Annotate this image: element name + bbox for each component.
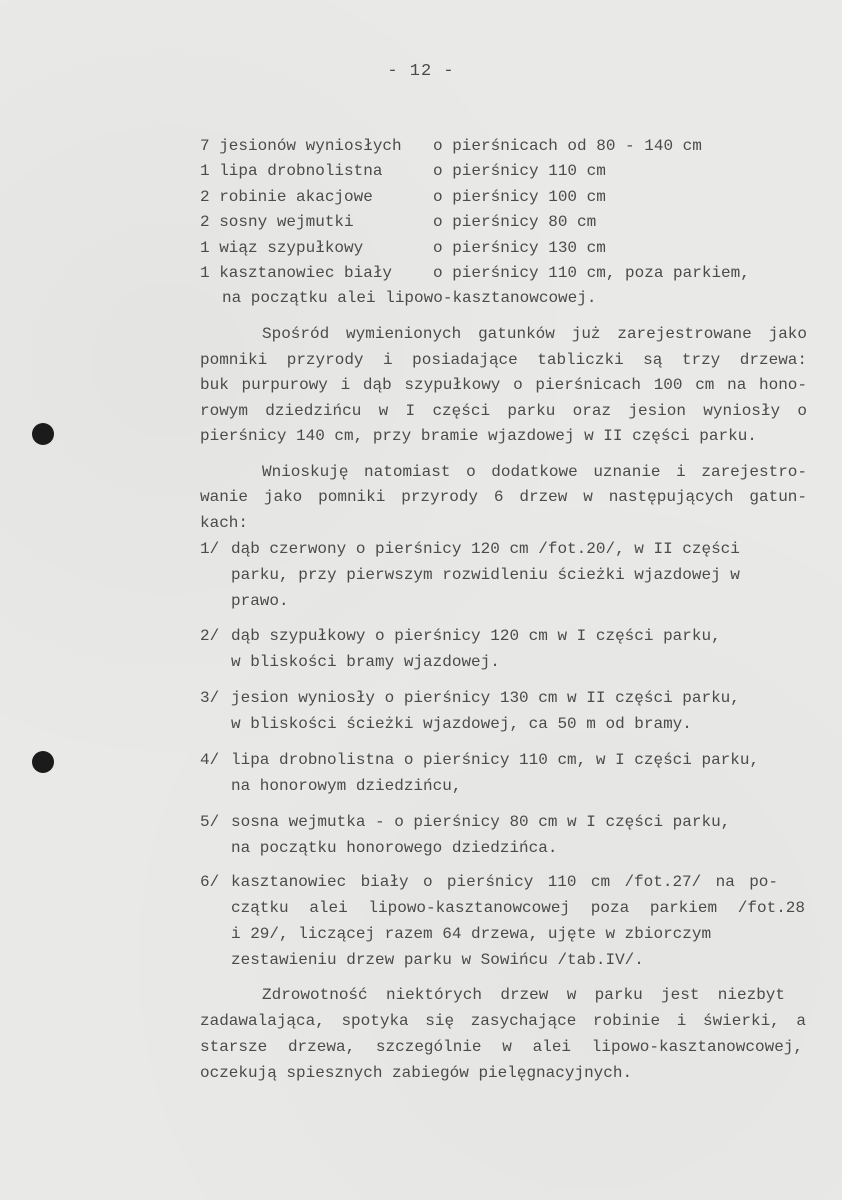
item-line: i 29/, liczącej razem 64 drzewa, ujęte w zbiorczym <box>231 925 712 943</box>
item-line: na honorowym dziedzińcu, <box>231 777 462 795</box>
item-line: lipa drobnolistna o pierśnicy 110 cm, w I części parku, <box>231 751 760 769</box>
item-number: 4/ <box>200 751 220 769</box>
tree-measure: o pierśnicy 100 cm <box>433 188 606 206</box>
item-line: w bliskości ścieżki wjazdowej, ca 50 m od bramy. <box>231 715 692 733</box>
paragraph-line: wanie jako pomniki przyrody 6 drzew w następujących gatun- <box>200 488 807 506</box>
punch-hole <box>32 751 54 773</box>
item-line: czątku alei lipowo-kasztanowcowej poza parkiem /fot.28 <box>231 899 805 917</box>
item-line: prawo. <box>231 592 289 610</box>
punch-hole <box>32 423 54 445</box>
item-line: parku, przy pierwszym rozwidleniu ścieżki wjazdowej w <box>231 566 740 584</box>
item-line: kasztanowiec biały o pierśnicy 110 cm /fot.27/ na po- <box>231 873 778 891</box>
item-line: jesion wyniosły o pierśnicy 130 cm w II części parku, <box>231 689 740 707</box>
paragraph-line: Spośród wymienionych gatunków już zarejestrowane jako <box>262 325 807 343</box>
item-line: dąb czerwony o pierśnicy 120 cm /fot.20/, w II części <box>231 540 740 558</box>
tree-name: 1 kasztanowiec biały <box>200 264 393 282</box>
item-number: 1/ <box>200 540 220 558</box>
tree-measure: o pierśnicy 110 cm, poza parkiem, <box>433 264 750 282</box>
tree-name: 2 robinie akacjowe <box>200 188 373 206</box>
paragraph-line: zadawalająca, spotyka się zasychające robinie i świerki, a <box>200 1012 806 1030</box>
tree-list-continuation: na początku alei lipowo-kasztanowcowej. <box>222 289 597 307</box>
paragraph-line: pierśnicy 140 cm, przy bramie wjazdowej w II części parku. <box>200 427 757 445</box>
item-line: na początku honorowego dziedzińca. <box>231 839 558 857</box>
page-number: - 12 - <box>387 62 455 81</box>
paragraph-line: pomniki przyrody i posiadające tabliczki są trzy drzewa: <box>200 351 807 369</box>
paragraph-line: buk purpurowy i dąb szypułkowy o pierśnicach 100 cm na hono- <box>200 376 807 394</box>
item-line: dąb szypułkowy o pierśnicy 120 cm w I części parku, <box>231 627 721 645</box>
paragraph-line: kach: <box>200 514 249 532</box>
tree-name: 1 wiąz szypułkowy <box>200 239 364 257</box>
item-number: 6/ <box>200 873 220 891</box>
tree-name: 1 lipa drobnolistna <box>200 162 383 180</box>
item-number: 3/ <box>200 689 220 707</box>
tree-measure: o pierśnicy 80 cm <box>433 213 597 231</box>
tree-measure: o pierśnicach od 80 - 140 cm <box>433 137 702 155</box>
paragraph-line: oczekują spiesznych zabiegów pielęgnacyjnych. <box>200 1064 633 1082</box>
tree-name: 2 sosny wejmutki <box>200 213 354 231</box>
paragraph-line: rowym dziedzińcu w I części parku oraz jesion wyniosły o <box>200 402 807 420</box>
item-number: 5/ <box>200 813 220 831</box>
paragraph-line: starsze drzewa, szczególnie w alei lipowo-kasztanowcowej, <box>200 1038 803 1056</box>
tree-name: 7 jesionów wyniosłych <box>200 137 402 155</box>
paragraph-line: Wnioskuję natomiast o dodatkowe uznanie i zarejestro- <box>262 463 807 481</box>
item-number: 2/ <box>200 627 220 645</box>
tree-measure: o pierśnicy 130 cm <box>433 239 606 257</box>
item-line: w bliskości bramy wjazdowej. <box>231 653 500 671</box>
paragraph-line: Zdrowotność niektórych drzew w parku jest niezbyt <box>262 986 785 1004</box>
item-line: sosna wejmutka - o pierśnicy 80 cm w I części parku, <box>231 813 731 831</box>
item-line: zestawieniu drzew parku w Sowińcu /tab.IV/. <box>231 951 644 969</box>
tree-measure: o pierśnicy 110 cm <box>433 162 606 180</box>
